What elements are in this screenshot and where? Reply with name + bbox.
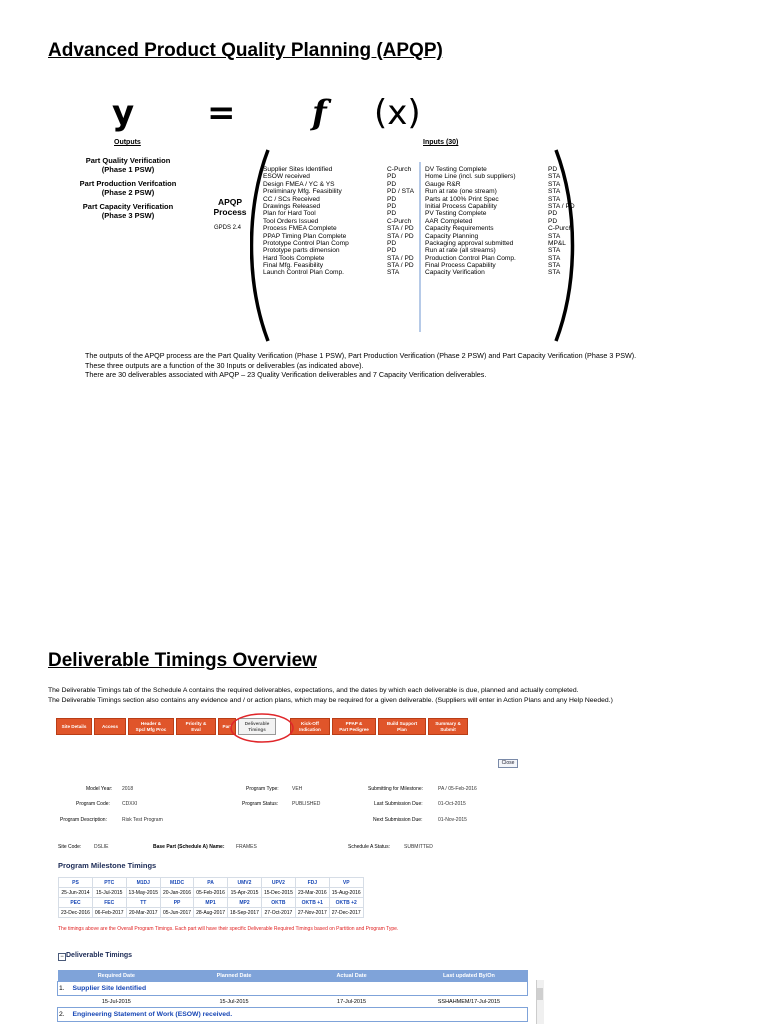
program-description-label: Program Description: [60, 817, 107, 823]
actual-date: 17-Jul-2015 [337, 998, 367, 1005]
tab-build-support[interactable]: Build Support Plan [378, 718, 426, 735]
output-phase3: Part Capacity Verification (Phase 3 PSW) [82, 202, 174, 220]
submitting-value: PA / 05-Feb-2016 [438, 786, 477, 792]
header-planned-date: Planned Date [175, 970, 293, 982]
last-updated: SSHAHMEM/17-Jul-2015 [437, 998, 501, 1005]
highlight-circle [228, 712, 296, 746]
tab-deliverable-timings[interactable]: Deliverable Timings [238, 718, 276, 735]
required-date: 15-Jul-2015 [101, 998, 131, 1005]
equation-f: f [312, 93, 327, 133]
site-code-value: DSLIE [94, 844, 109, 850]
outputs-label: Outputs [114, 139, 141, 146]
tab-access[interactable]: Access [94, 718, 126, 735]
dto-title: Deliverable Timings Overview [48, 650, 317, 671]
timings-note: The timings above are the Overall Program Timings. Each part will have their specific Deliverable Required Timings based on Partition and Program Type. [58, 926, 399, 932]
tab-kick-off[interactable]: Kick-Off Indication [290, 718, 330, 735]
deliverable-name: Supplier Site Identified [72, 985, 147, 992]
next-submission-value: 01-Nov-2015 [438, 817, 467, 823]
program-type-value: VEH [292, 786, 303, 792]
process-code: GPDS 2.4 [214, 225, 242, 231]
base-part-label: Base Part (Schedule A) Name: [153, 844, 225, 850]
dto-intro: The Deliverable Timings tab of the Schedule A contains the required deliverables, expectations, and the dates by which each deliverable is due, planned and actually completed. The Deliverable Timings section also contains any evidence and / or action plans, which may be required for a given deliverable. (Suppliers will enter in Action Plans and any Help Needed.) [48, 687, 613, 704]
apqp-title: Advanced Product Quality Planning (APQP) [48, 40, 443, 61]
scrollbar-thumb[interactable] [537, 988, 543, 1000]
header-last-updated: Last updated By/On [410, 970, 527, 982]
outputs-list [74, 156, 182, 220]
milestones-title: Program Milestone Timings [58, 861, 157, 870]
tab-ppap[interactable]: PPAP & Part Pedigree [332, 718, 376, 735]
planned-date: 15-Jul-2015 [219, 998, 249, 1005]
deliverable-name: Engineering Statement of Work (ESOW) received. [72, 1011, 233, 1018]
program-code-value: CDXXI [122, 801, 138, 807]
inputs-label: Inputs (30) [423, 139, 459, 146]
base-part-value: FRAMES [236, 844, 257, 850]
schedule-status-value: SUBMITTED [404, 844, 433, 850]
collapse-toggle[interactable]: − [58, 953, 66, 961]
deliverable-row: 1. Supplier Site Identified [58, 982, 528, 996]
program-description-value: Risk Test Program [122, 817, 163, 823]
tab-header[interactable]: Header & Spcl Mfg Proc [128, 718, 174, 735]
inputs-left-owners: C-Purch PD PD PD / STA PD PD PD C-Purch STA / PD STA / PD PD PD STA / PD STA / PD STA [387, 166, 414, 277]
program-status-value: PUBLISHED [292, 801, 321, 807]
submitting-label: Submitting for Milestone: [368, 786, 424, 792]
milestones-table: PS PTC M1DJ M1DC PA UMV2 UPV2 FDJ VP 25-Jun-2014 15-Jul-2015 13-May-2015 20-Jan-2016 05-Feb-2016 15-Apr-2015 15-Dec-2015 23-Mar-2016 15-Aug-2016 PEC FEC TT PP MP1 MP2 OKTB OKTB +1 OKTB +2 23-Dec-2016 06-Feb-2017 20-Mar-2017 05-Jun-2017 28-Aug-2017 18-Sep-2017 27-Oct-2017 27-Nov-2017 27-Dec-2017 [58, 877, 364, 918]
program-status-label: Program Status: [242, 801, 279, 807]
last-submission-label: Last Submission Due: [374, 801, 423, 807]
last-submission-value: 01-Oct-2015 [438, 801, 466, 807]
deliverable-dates-row [58, 996, 528, 1008]
site-code-label: Site Code: [58, 844, 82, 850]
inputs-right-names: DV Testing Complete Home Line (incl. sub suppliers) Gauge R&R Run at rate (one stream) Parts at 100% Print Spec Initial Process Capability PV Testing Complete AAR Completed Capacity Requirements Capacity Planning Packaging approval submitted Run at rate (all streams) Production Control Plan Comp. Final Process Capability Capacity Verification [425, 166, 516, 277]
equation-x: (x) [374, 93, 421, 133]
model-year-label: Model Year: [86, 786, 113, 792]
output-phase2: Part Production Verifcation (Phase 2 PSW) [79, 179, 177, 197]
deliverable-timings-title: Deliverable Timings [66, 952, 133, 959]
equation-equals: = [207, 93, 236, 133]
model-year-value: 2018 [122, 786, 134, 792]
apqp-process-label: APQP Process [213, 197, 247, 217]
tab-summary[interactable]: Summary & Submit [428, 718, 468, 735]
schedule-status-label: Schedule A Status: [348, 844, 390, 850]
scrollbar[interactable] [536, 980, 544, 1024]
apqp-description: The outputs of the APQP process are the Part Quality Verification (Phase 1 PSW), Part Production Verification (Phase 2 PSW) and Part Capacity Verification (Phase 3 PSW). These three outputs are a function of the 30 Inputs or deliverables (as indicated above). There are 30 deliverables associated with APQP – 23 Quality Verification deliverables and 7 Capacity Verification deliverables. [85, 351, 637, 379]
tab-part[interactable]: Part [218, 718, 236, 735]
next-submission-label: Next Submission Due: [373, 817, 423, 823]
output-phase1: Part Quality Verification (Phase 1 PSW) [85, 156, 171, 174]
program-code-label: Program Code: [76, 801, 110, 807]
header-required-date: Required Date [58, 970, 176, 982]
tab-site-details[interactable]: Site Details [56, 718, 92, 735]
inputs-left-names: Supplier Sites Identified ESOW received Design FMEA / YC & YS Preliminary Mfg. Feasibility CC / SCs Received Drawings Released Plan for Hard Tool Tool Orders Issued Process FMEA Complete PPAP Timing Plan Complete Prototype Control Plan Comp Prototype parts dimension Hard Tools Complete Final Mfg. Feasibility Launch Control Plan Comp. [263, 166, 349, 277]
program-type-label: Program Type: [246, 786, 279, 792]
deliverable-row: 2. Engineering Statement of Work (ESOW) received. [58, 1008, 528, 1022]
header-actual-date: Actual Date [293, 970, 411, 982]
equation-y: y [112, 93, 135, 133]
close-button[interactable]: Close [498, 759, 518, 768]
tab-priority[interactable]: Priority & Eval [176, 718, 216, 735]
inputs-right-owners: PD STA STA STA STA STA / PD PD PD C-Purch STA MP&L STA STA STA STA [548, 166, 575, 277]
deliverable-timings-table [57, 970, 528, 1022]
